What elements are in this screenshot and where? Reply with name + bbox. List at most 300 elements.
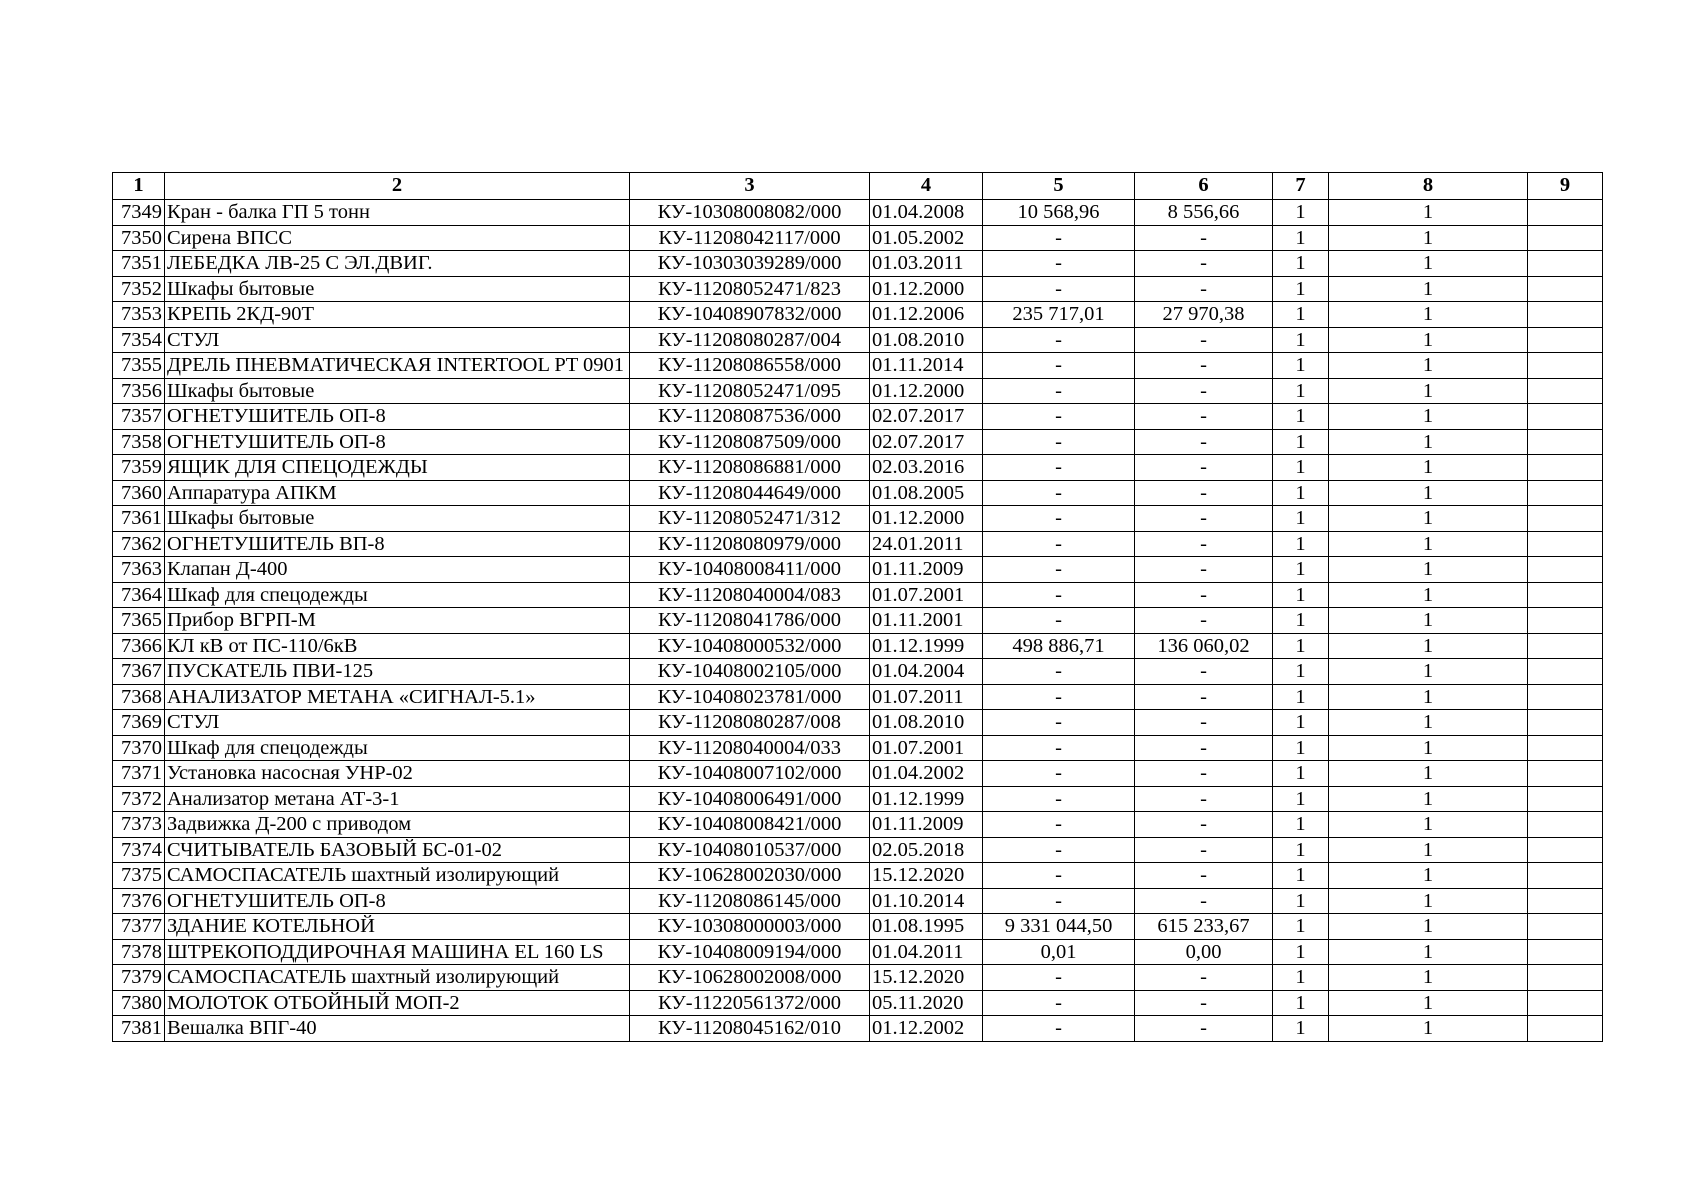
item-name-cell: Аппаратура АПКМ	[165, 480, 630, 506]
note-cell	[1528, 990, 1603, 1016]
value-cell: -	[983, 684, 1135, 710]
table-row	[113, 608, 1603, 634]
item-name-cell: ОГНЕТУШИТЕЛЬ ОП-8	[165, 888, 630, 914]
header-cell: 6	[1135, 173, 1273, 200]
note-cell	[1528, 710, 1603, 736]
item-name-cell: Установка насосная УНР-02	[165, 761, 630, 787]
quantity-cell: 1	[1273, 608, 1329, 634]
item-name-cell: Шкаф для спецодежды	[165, 582, 630, 608]
note-cell	[1528, 506, 1603, 532]
note-cell	[1528, 837, 1603, 863]
quantity-cell: 1	[1273, 327, 1329, 353]
quantity-cell: 1	[1273, 251, 1329, 277]
quantity-actual-cell: 1	[1329, 276, 1528, 302]
table-row	[113, 863, 1603, 889]
table-row	[113, 990, 1603, 1016]
row-number-cell: 7360	[113, 480, 165, 506]
inventory-code-cell: КУ-11208040004/033	[630, 735, 870, 761]
inventory-code-cell: КУ-11208052471/312	[630, 506, 870, 532]
item-name-cell: СТУЛ	[165, 710, 630, 736]
note-cell	[1528, 353, 1603, 379]
quantity-cell: 1	[1273, 506, 1329, 532]
item-name-cell: Клапан Д-400	[165, 557, 630, 583]
table-row	[113, 225, 1603, 251]
value-cell: -	[983, 557, 1135, 583]
value-cell: -	[983, 735, 1135, 761]
quantity-actual-cell: 1	[1329, 812, 1528, 838]
value-cell: -	[983, 429, 1135, 455]
date-cell: 01.12.1999	[870, 786, 983, 812]
quantity-cell: 1	[1273, 710, 1329, 736]
quantity-actual-cell: 1	[1329, 735, 1528, 761]
quantity-actual-cell: 1	[1329, 837, 1528, 863]
inventory-code-cell: КУ-11208086558/000	[630, 353, 870, 379]
date-cell: 15.12.2020	[870, 965, 983, 991]
inventory-code-cell: КУ-10408008421/000	[630, 812, 870, 838]
row-number-cell: 7376	[113, 888, 165, 914]
value-cell: -	[983, 812, 1135, 838]
residual-value-cell: -	[1135, 557, 1273, 583]
note-cell	[1528, 812, 1603, 838]
note-cell	[1528, 582, 1603, 608]
quantity-cell: 1	[1273, 684, 1329, 710]
quantity-actual-cell: 1	[1329, 863, 1528, 889]
inventory-code-cell: КУ-10408907832/000	[630, 302, 870, 328]
quantity-actual-cell: 1	[1329, 225, 1528, 251]
value-cell: -	[983, 225, 1135, 251]
residual-value-cell: -	[1135, 710, 1273, 736]
note-cell	[1528, 276, 1603, 302]
quantity-actual-cell: 1	[1329, 557, 1528, 583]
row-number-cell: 7375	[113, 863, 165, 889]
quantity-actual-cell: 1	[1329, 965, 1528, 991]
table-row	[113, 659, 1603, 685]
inventory-code-cell: КУ-10408007102/000	[630, 761, 870, 787]
note-cell	[1528, 225, 1603, 251]
residual-value-cell: -	[1135, 531, 1273, 557]
value-cell: -	[983, 1016, 1135, 1042]
note-cell	[1528, 455, 1603, 481]
quantity-cell: 1	[1273, 863, 1329, 889]
table-row	[113, 582, 1603, 608]
value-cell: -	[983, 863, 1135, 889]
note-cell	[1528, 200, 1603, 226]
table-row	[113, 251, 1603, 277]
item-name-cell: Прибор ВГРП-М	[165, 608, 630, 634]
inventory-code-cell: КУ-11208086881/000	[630, 455, 870, 481]
residual-value-cell: 27 970,38	[1135, 302, 1273, 328]
residual-value-cell: -	[1135, 582, 1273, 608]
row-number-cell: 7377	[113, 914, 165, 940]
table-row	[113, 684, 1603, 710]
row-number-cell: 7355	[113, 353, 165, 379]
item-name-cell: Вешалка ВПГ-40	[165, 1016, 630, 1042]
quantity-cell: 1	[1273, 353, 1329, 379]
item-name-cell: Шкафы бытовые	[165, 276, 630, 302]
date-cell: 02.07.2017	[870, 404, 983, 430]
value-cell: -	[983, 276, 1135, 302]
item-name-cell: Анализатор метана АТ-3-1	[165, 786, 630, 812]
inventory-code-cell: КУ-11208045162/010	[630, 1016, 870, 1042]
table-row	[113, 965, 1603, 991]
residual-value-cell: -	[1135, 429, 1273, 455]
quantity-cell: 1	[1273, 276, 1329, 302]
item-name-cell: ПУСКАТЕЛЬ ПВИ-125	[165, 659, 630, 685]
quantity-cell: 1	[1273, 965, 1329, 991]
note-cell	[1528, 557, 1603, 583]
quantity-cell: 1	[1273, 914, 1329, 940]
inventory-code-cell: КУ-11208087509/000	[630, 429, 870, 455]
quantity-actual-cell: 1	[1329, 429, 1528, 455]
value-cell: -	[983, 710, 1135, 736]
quantity-actual-cell: 1	[1329, 353, 1528, 379]
date-cell: 01.08.2005	[870, 480, 983, 506]
quantity-actual-cell: 1	[1329, 327, 1528, 353]
quantity-actual-cell: 1	[1329, 761, 1528, 787]
value-cell: -	[983, 404, 1135, 430]
residual-value-cell: -	[1135, 863, 1273, 889]
header-cell: 5	[983, 173, 1135, 200]
residual-value-cell: -	[1135, 225, 1273, 251]
residual-value-cell: -	[1135, 990, 1273, 1016]
quantity-cell: 1	[1273, 735, 1329, 761]
item-name-cell: КРЕПЬ 2КД-90Т	[165, 302, 630, 328]
quantity-actual-cell: 1	[1329, 710, 1528, 736]
table-body	[113, 200, 1603, 1042]
item-name-cell: САМОСПАСАТЕЛЬ шахтный изолирующий	[165, 863, 630, 889]
inventory-code-cell: КУ-10308008082/000	[630, 200, 870, 226]
row-number-cell: 7381	[113, 1016, 165, 1042]
note-cell	[1528, 429, 1603, 455]
value-cell: -	[983, 761, 1135, 787]
residual-value-cell: -	[1135, 837, 1273, 863]
note-cell	[1528, 378, 1603, 404]
date-cell: 02.05.2018	[870, 837, 983, 863]
residual-value-cell: -	[1135, 659, 1273, 685]
residual-value-cell: 0,00	[1135, 939, 1273, 965]
quantity-cell: 1	[1273, 557, 1329, 583]
value-cell: -	[983, 786, 1135, 812]
table-row	[113, 455, 1603, 481]
row-number-cell: 7373	[113, 812, 165, 838]
quantity-cell: 1	[1273, 302, 1329, 328]
table-row	[113, 327, 1603, 353]
header-cell: 7	[1273, 173, 1329, 200]
value-cell: -	[983, 531, 1135, 557]
inventory-code-cell: КУ-11208080287/004	[630, 327, 870, 353]
quantity-cell: 1	[1273, 480, 1329, 506]
item-name-cell: ОГНЕТУШИТЕЛЬ ВП-8	[165, 531, 630, 557]
quantity-cell: 1	[1273, 1016, 1329, 1042]
value-cell: -	[983, 506, 1135, 532]
date-cell: 01.12.2002	[870, 1016, 983, 1042]
item-name-cell: Кран - балка ГП 5 тонн	[165, 200, 630, 226]
date-cell: 01.11.2001	[870, 608, 983, 634]
item-name-cell: Задвижка Д-200 с приводом	[165, 812, 630, 838]
table-row	[113, 939, 1603, 965]
note-cell	[1528, 761, 1603, 787]
value-cell: 235 717,01	[983, 302, 1135, 328]
quantity-cell: 1	[1273, 531, 1329, 557]
note-cell	[1528, 302, 1603, 328]
date-cell: 01.03.2011	[870, 251, 983, 277]
inventory-code-cell: КУ-11208042117/000	[630, 225, 870, 251]
residual-value-cell: -	[1135, 786, 1273, 812]
item-name-cell: ОГНЕТУШИТЕЛЬ ОП-8	[165, 429, 630, 455]
note-cell	[1528, 863, 1603, 889]
item-name-cell: Шкаф для спецодежды	[165, 735, 630, 761]
inventory-code-cell: КУ-11208087536/000	[630, 404, 870, 430]
table-row	[113, 888, 1603, 914]
residual-value-cell: -	[1135, 251, 1273, 277]
item-name-cell: ДРЕЛЬ ПНЕВМАТИЧЕСКАЯ INTERTOOL PT 0901	[165, 353, 630, 379]
quantity-actual-cell: 1	[1329, 455, 1528, 481]
residual-value-cell: -	[1135, 378, 1273, 404]
date-cell: 01.04.2008	[870, 200, 983, 226]
date-cell: 01.11.2014	[870, 353, 983, 379]
quantity-actual-cell: 1	[1329, 404, 1528, 430]
residual-value-cell: -	[1135, 735, 1273, 761]
residual-value-cell: -	[1135, 888, 1273, 914]
quantity-actual-cell: 1	[1329, 480, 1528, 506]
quantity-actual-cell: 1	[1329, 633, 1528, 659]
date-cell: 01.12.1999	[870, 633, 983, 659]
item-name-cell: Шкафы бытовые	[165, 378, 630, 404]
row-number-cell: 7369	[113, 710, 165, 736]
table-row	[113, 531, 1603, 557]
row-number-cell: 7374	[113, 837, 165, 863]
note-cell	[1528, 404, 1603, 430]
date-cell: 01.08.1995	[870, 914, 983, 940]
inventory-code-cell: КУ-10308000003/000	[630, 914, 870, 940]
table-row	[113, 404, 1603, 430]
item-name-cell: Шкафы бытовые	[165, 506, 630, 532]
residual-value-cell: 615 233,67	[1135, 914, 1273, 940]
table-row	[113, 812, 1603, 838]
quantity-actual-cell: 1	[1329, 914, 1528, 940]
row-number-cell: 7368	[113, 684, 165, 710]
item-name-cell: ОГНЕТУШИТЕЛЬ ОП-8	[165, 404, 630, 430]
header-cell: 8	[1329, 173, 1528, 200]
note-cell	[1528, 608, 1603, 634]
quantity-actual-cell: 1	[1329, 251, 1528, 277]
date-cell: 01.07.2001	[870, 582, 983, 608]
row-number-cell: 7366	[113, 633, 165, 659]
quantity-cell: 1	[1273, 888, 1329, 914]
quantity-cell: 1	[1273, 225, 1329, 251]
inventory-code-cell: КУ-10408000532/000	[630, 633, 870, 659]
residual-value-cell: -	[1135, 761, 1273, 787]
row-number-cell: 7363	[113, 557, 165, 583]
note-cell	[1528, 786, 1603, 812]
item-name-cell: Сирена ВПСС	[165, 225, 630, 251]
inventory-code-cell: КУ-10408023781/000	[630, 684, 870, 710]
value-cell: -	[983, 378, 1135, 404]
table-row	[113, 633, 1603, 659]
residual-value-cell: -	[1135, 608, 1273, 634]
quantity-cell: 1	[1273, 200, 1329, 226]
residual-value-cell: -	[1135, 276, 1273, 302]
row-number-cell: 7354	[113, 327, 165, 353]
note-cell	[1528, 939, 1603, 965]
item-name-cell: СЧИТЫВАТЕЛЬ БАЗОВЫЙ БС-01-02	[165, 837, 630, 863]
inventory-code-cell: КУ-11208041786/000	[630, 608, 870, 634]
residual-value-cell: -	[1135, 506, 1273, 532]
quantity-actual-cell: 1	[1329, 200, 1528, 226]
residual-value-cell: 8 556,66	[1135, 200, 1273, 226]
row-number-cell: 7365	[113, 608, 165, 634]
value-cell: -	[983, 582, 1135, 608]
note-cell	[1528, 633, 1603, 659]
value-cell: 498 886,71	[983, 633, 1135, 659]
row-number-cell: 7380	[113, 990, 165, 1016]
date-cell: 01.11.2009	[870, 812, 983, 838]
value-cell: -	[983, 353, 1135, 379]
quantity-actual-cell: 1	[1329, 582, 1528, 608]
value-cell: -	[983, 659, 1135, 685]
quantity-actual-cell: 1	[1329, 684, 1528, 710]
inventory-code-cell: КУ-10628002030/000	[630, 863, 870, 889]
header-cell: 9	[1528, 173, 1603, 200]
table-row	[113, 480, 1603, 506]
note-cell	[1528, 480, 1603, 506]
inventory-code-cell: КУ-10628002008/000	[630, 965, 870, 991]
row-number-cell: 7370	[113, 735, 165, 761]
value-cell: -	[983, 608, 1135, 634]
quantity-cell: 1	[1273, 786, 1329, 812]
table-row	[113, 837, 1603, 863]
quantity-actual-cell: 1	[1329, 786, 1528, 812]
date-cell: 01.05.2002	[870, 225, 983, 251]
value-cell: -	[983, 455, 1135, 481]
value-cell: -	[983, 837, 1135, 863]
note-cell	[1528, 914, 1603, 940]
date-cell: 02.07.2017	[870, 429, 983, 455]
header-row	[113, 173, 1603, 200]
inventory-code-cell: КУ-10408008411/000	[630, 557, 870, 583]
inventory-code-cell: КУ-11208044649/000	[630, 480, 870, 506]
note-cell	[1528, 684, 1603, 710]
inventory-code-cell: КУ-10408002105/000	[630, 659, 870, 685]
date-cell: 05.11.2020	[870, 990, 983, 1016]
item-name-cell: САМОСПАСАТЕЛЬ шахтный изолирующий	[165, 965, 630, 991]
inventory-code-cell: КУ-10408010537/000	[630, 837, 870, 863]
note-cell	[1528, 1016, 1603, 1042]
quantity-actual-cell: 1	[1329, 659, 1528, 685]
row-number-cell: 7361	[113, 506, 165, 532]
value-cell: 10 568,96	[983, 200, 1135, 226]
table-row	[113, 302, 1603, 328]
residual-value-cell: -	[1135, 455, 1273, 481]
residual-value-cell: -	[1135, 965, 1273, 991]
inventory-code-cell: КУ-10408006491/000	[630, 786, 870, 812]
row-number-cell: 7351	[113, 251, 165, 277]
row-number-cell: 7362	[113, 531, 165, 557]
quantity-cell: 1	[1273, 990, 1329, 1016]
value-cell: -	[983, 251, 1135, 277]
date-cell: 01.12.2000	[870, 276, 983, 302]
header-cell: 4	[870, 173, 983, 200]
inventory-code-cell: КУ-11220561372/000	[630, 990, 870, 1016]
note-cell	[1528, 251, 1603, 277]
date-cell: 01.08.2010	[870, 710, 983, 736]
row-number-cell: 7379	[113, 965, 165, 991]
quantity-cell: 1	[1273, 659, 1329, 685]
header-cell: 3	[630, 173, 870, 200]
row-number-cell: 7349	[113, 200, 165, 226]
item-name-cell: МОЛОТОК ОТБОЙНЫЙ МОП-2	[165, 990, 630, 1016]
table-row	[113, 378, 1603, 404]
item-name-cell: ЛЕБЕДКА ЛВ-25 С ЭЛ.ДВИГ.	[165, 251, 630, 277]
table-row	[113, 761, 1603, 787]
quantity-cell: 1	[1273, 837, 1329, 863]
note-cell	[1528, 531, 1603, 557]
table-row	[113, 735, 1603, 761]
value-cell: -	[983, 888, 1135, 914]
residual-value-cell: -	[1135, 353, 1273, 379]
quantity-cell: 1	[1273, 633, 1329, 659]
quantity-cell: 1	[1273, 455, 1329, 481]
row-number-cell: 7364	[113, 582, 165, 608]
row-number-cell: 7378	[113, 939, 165, 965]
quantity-actual-cell: 1	[1329, 1016, 1528, 1042]
date-cell: 01.12.2000	[870, 506, 983, 532]
table-row	[113, 557, 1603, 583]
date-cell: 01.10.2014	[870, 888, 983, 914]
inventory-code-cell: КУ-11208052471/823	[630, 276, 870, 302]
residual-value-cell: -	[1135, 404, 1273, 430]
row-number-cell: 7358	[113, 429, 165, 455]
value-cell: -	[983, 480, 1135, 506]
item-name-cell: СТУЛ	[165, 327, 630, 353]
row-number-cell: 7367	[113, 659, 165, 685]
item-name-cell: АНАЛИЗАТОР МЕТАНА «СИГНАЛ-5.1»	[165, 684, 630, 710]
item-name-cell: КЛ кВ от ПС-110/6кВ	[165, 633, 630, 659]
inventory-code-cell: КУ-11208040004/083	[630, 582, 870, 608]
header-cell: 2	[165, 173, 630, 200]
quantity-cell: 1	[1273, 404, 1329, 430]
quantity-actual-cell: 1	[1329, 888, 1528, 914]
residual-value-cell: -	[1135, 1016, 1273, 1042]
table-row	[113, 429, 1603, 455]
date-cell: 24.01.2011	[870, 531, 983, 557]
value-cell: 0,01	[983, 939, 1135, 965]
residual-value-cell: 136 060,02	[1135, 633, 1273, 659]
note-cell	[1528, 327, 1603, 353]
quantity-cell: 1	[1273, 429, 1329, 455]
date-cell: 01.04.2011	[870, 939, 983, 965]
date-cell: 15.12.2020	[870, 863, 983, 889]
value-cell: -	[983, 327, 1135, 353]
date-cell: 01.04.2004	[870, 659, 983, 685]
inventory-code-cell: КУ-11208080979/000	[630, 531, 870, 557]
date-cell: 01.07.2001	[870, 735, 983, 761]
date-cell: 01.04.2002	[870, 761, 983, 787]
table-row	[113, 276, 1603, 302]
residual-value-cell: -	[1135, 684, 1273, 710]
inventory-code-cell: КУ-10303039289/000	[630, 251, 870, 277]
header-cell: 1	[113, 173, 165, 200]
quantity-actual-cell: 1	[1329, 506, 1528, 532]
table-row	[113, 786, 1603, 812]
row-number-cell: 7371	[113, 761, 165, 787]
inventory-code-cell: КУ-11208052471/095	[630, 378, 870, 404]
quantity-actual-cell: 1	[1329, 608, 1528, 634]
row-number-cell: 7356	[113, 378, 165, 404]
inventory-code-cell: КУ-11208086145/000	[630, 888, 870, 914]
quantity-cell: 1	[1273, 378, 1329, 404]
date-cell: 01.12.2006	[870, 302, 983, 328]
